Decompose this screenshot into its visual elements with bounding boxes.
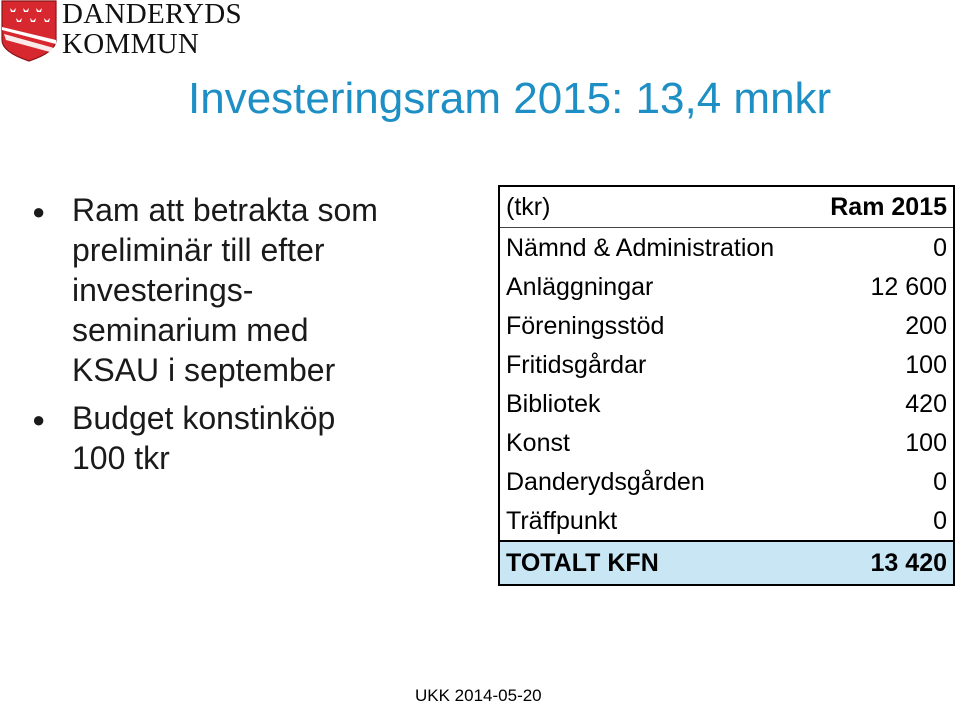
bullet-text-line: preliminär till efter [72,232,325,268]
table-header-row [499,186,954,228]
table-row [499,423,954,462]
column-header-label: (tkr) [506,193,551,221]
budget-table [498,185,955,586]
bullet-text-line: Budget konstinköp [72,400,336,436]
coat-of-arms-icon [0,0,58,62]
row-value: 0 [933,233,947,262]
total-label: TOTALT KFN [499,541,810,585]
bullet-dot-icon: ● [32,407,46,432]
footer-date: UKK 2014-05-20 [415,686,542,705]
logo-text-line2: KOMMUN [62,28,200,60]
table-row [499,501,954,541]
row-label: Fritidsgårdar [506,350,647,379]
row-label: Nämnd & Administration [506,233,775,262]
row-label: Föreningsstöd [506,311,665,340]
row-label: Danderydsgården [506,467,705,496]
row-value: 12 600 [870,272,947,301]
row-label: Träffpunkt [499,501,810,541]
bullet-text-line: Ram att betrakta som [72,192,378,228]
table-row [499,306,954,345]
bullet-text-line: seminarium med [72,312,309,348]
row-label: Bibliotek [506,389,601,418]
row-value: 100 [905,428,947,457]
bullet-item [30,398,470,478]
table-row [499,228,954,268]
row-value: 0 [933,467,947,496]
row-value: 200 [905,311,947,340]
bullet-text-line: investerings- [72,272,254,308]
column-header-ram: Ram 2015 [830,193,947,221]
logo [0,0,280,62]
row-label: Anläggningar [506,272,654,301]
bullet-text-line: KSAU i september [72,352,336,388]
table-row [499,462,954,501]
table-row [499,384,954,423]
bullet-item [30,190,470,390]
row-value: 420 [905,389,947,418]
total-value: 13 420 [810,541,954,585]
table-row [499,267,954,306]
logo-text-line1: DANDERYDS [62,0,242,30]
row-value: 0 [810,501,954,541]
table-total-row [499,541,954,585]
slide-title: Investeringsram 2015: 13,4 mnkr [188,74,832,123]
row-label: Konst [506,428,570,457]
bullet-list [30,190,470,486]
bullet-text-line: 100 tkr [72,440,170,476]
bullet-dot-icon: ● [32,199,46,224]
table-row [499,345,954,384]
row-value: 100 [905,350,947,379]
